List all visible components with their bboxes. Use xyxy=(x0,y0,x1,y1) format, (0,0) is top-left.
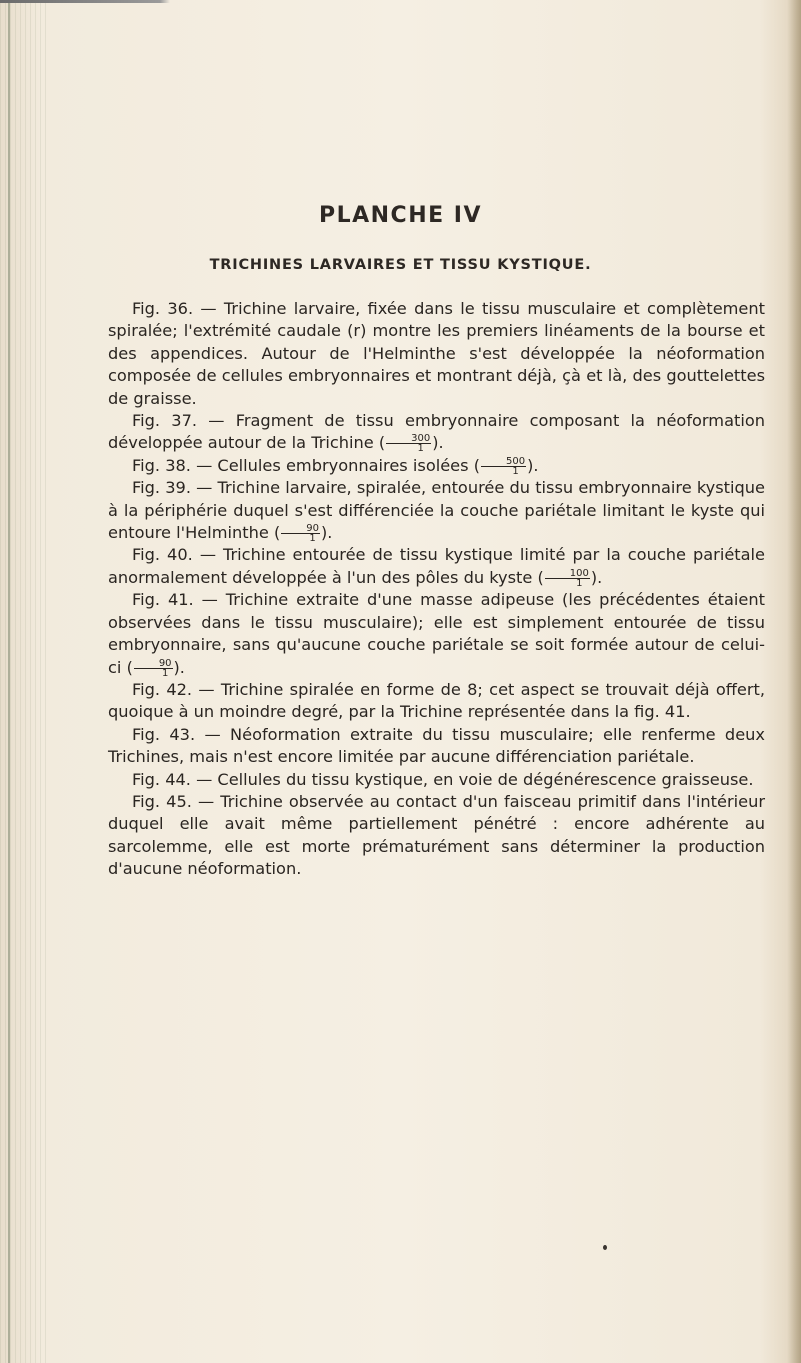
caption-text: Fig. 39. — Trichine larvaire, spiralée, entourée du tissu embryonnaire kystique à la périphérie duquel s'est différenciée la couche pariétale limitant le kyste qui entoure l'Helminthe xyxy=(108,478,765,543)
caption-text: Fig. 36. — Trichine larvaire, fixée dans le tissu musculaire et complètement spiralée; l'extrémité caudale (r) montre les premiers linéaments de la bourse et des appendices. Autour de l'Helminthe s'est développée la néoformation composée de cellules embryonnaires et montrant déjà, çà et là, des gouttelettes de graisse. xyxy=(108,299,765,408)
caption-fig-36 xyxy=(108,298,765,410)
caption-text: Fig. 37. — Fragment de tissu embryonnaire composant la néoformation développée autour de la Trichine xyxy=(108,411,765,453)
figure-captions xyxy=(108,298,765,881)
caption-fig-39: Fig. 39. — Trichine larvaire, spiralée, entourée du tissu embryonnaire kystique à la périphérie duquel s'est différenciée la couche pariétale limitant le kyste qui entoure l'Helminthe ( $\frac{90}{1}$ ). xyxy=(108,478,765,545)
caption-fig-44 xyxy=(108,769,765,791)
magnification: $\frac{100}{1}$ xyxy=(545,569,590,588)
caption-text: Fig. 45. — Trichine observée au contact d'un faisceau primitif dans l'intérieur duquel elle avait même partiellement pénétré : encore adhérente au sarcolemme, elle est morte prématurément sans déterminer la production d'aucune néoformation. xyxy=(108,791,765,879)
caption-text: Fig. 43. — Néoformation extraite du tissu musculaire; elle renferme deux Trichines, mais n'est encore limitée par aucune différenciation pariétale. xyxy=(108,724,765,767)
caption-fig-45 xyxy=(108,791,765,881)
top-edge-rule xyxy=(0,0,801,3)
plate-subtitle: TRICHINES LARVAIRES ET TISSU KYSTIQUE. xyxy=(209,257,592,273)
caption-text: Fig. 40. — Trichine entourée de tissu kystique limité par la couche pariétale anormalement développée à l'un des pôles du kyste xyxy=(108,545,765,587)
magnification: $\frac{90}{1}$ xyxy=(281,524,320,543)
caption-fig-41: Fig. 41. — Trichine extraite d'une masse adipeuse (les précédentes étaient observées dans le tissu musculaire); elle est simplement entourée de tissu embryonnaire, sans qu'aucune couche pariétale se soit formée autour de celui-ci ( $\frac{90}{1}$ ). xyxy=(108,590,765,679)
caption-text: Fig. 41. — Trichine extraite d'une masse adipeuse (les précédentes étaient observées dans le tissu musculaire); elle est simplement entourée de tissu embryonnaire, sans qu'aucune couche pariétale se soit formée autour de celui-ci xyxy=(108,590,765,677)
caption-fig-42 xyxy=(108,679,765,724)
magnification: $\frac{500}{1}$ xyxy=(481,457,526,476)
caption-text: Fig. 44. — Cellules du tissu kystique, en voie de dégénérescence graisseuse. xyxy=(132,769,754,789)
caption-fig-43 xyxy=(108,724,765,769)
caption-fig-40: Fig. 40. — Trichine entourée de tissu kystique limité par la couche pariétale anormalement développée à l'un des pôles du kyste ( $\frac{100}{1}$ ). xyxy=(108,545,765,589)
caption-text: Fig. 42. — Trichine spiralée en forme de 8; cet aspect se trouvait déjà offert, quoique à un moindre degré, par la Trichine représentée dans la fig. 41. xyxy=(108,679,765,722)
caption-fig-37: Fig. 37. — Fragment de tissu embryonnaire composant la néoformation développée autour de la Trichine ( $\frac{300}{1}$ ). xyxy=(108,411,765,455)
magnification: $\frac{90}{1}$ xyxy=(134,659,173,678)
ink-speck xyxy=(603,1245,607,1250)
caption-fig-38: Fig. 38. — Cellules embryonnaires isolées ( $\frac{500}{1}$ ). xyxy=(132,455,539,477)
magnification: $\frac{300}{1}$ xyxy=(386,434,431,453)
caption-text: Fig. 38. — Cellules embryonnaires isolées xyxy=(132,455,469,475)
plate-title: PLANCHE IV xyxy=(318,203,483,228)
